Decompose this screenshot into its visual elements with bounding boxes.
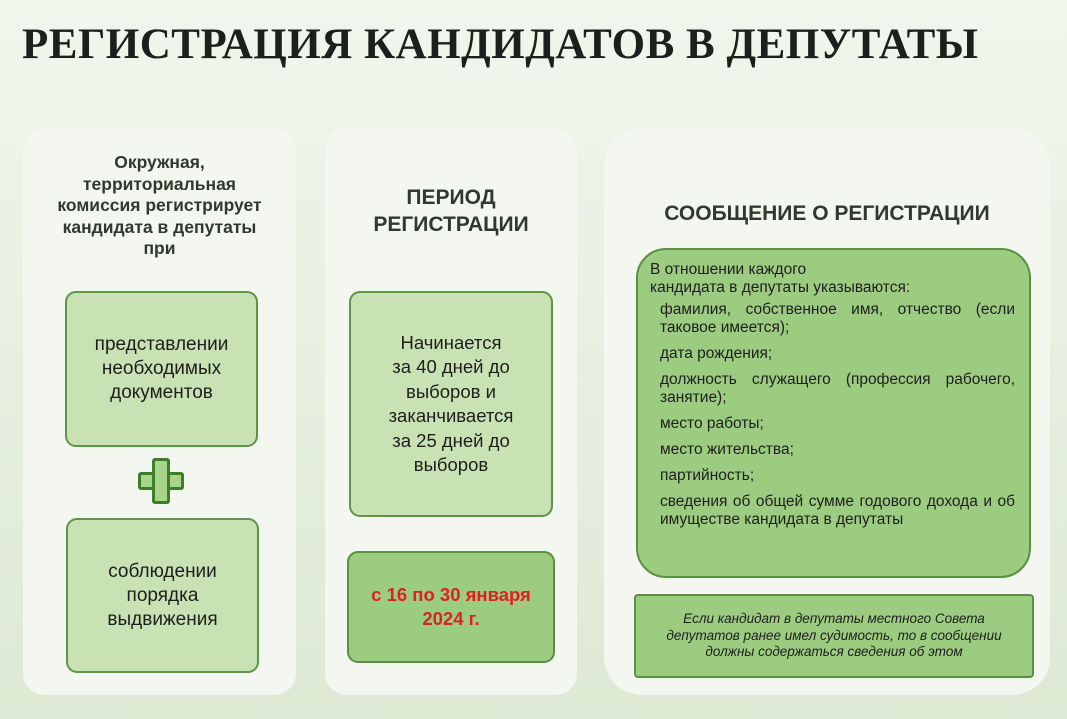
text-line: кандидата в депутаты указываются: xyxy=(650,279,911,296)
heading-line: ПЕРИОД xyxy=(406,186,496,209)
nomination-condition-box xyxy=(66,518,259,673)
list-item: должность служащего (профессия рабочего, занятие); xyxy=(660,371,1015,406)
list-item: место жительства; xyxy=(660,441,794,458)
message-content-box xyxy=(636,248,1031,578)
heading-line: территориальная xyxy=(82,173,237,194)
period-dates-text xyxy=(371,583,531,631)
text-line: заканчивается xyxy=(388,405,514,426)
list-item: сведения об общей сумме годового дохода и об имуществе кандидата в депутаты xyxy=(660,493,1015,528)
text-line: выборов и xyxy=(406,380,496,402)
documents-condition-box xyxy=(65,291,258,447)
text-line: выборов xyxy=(413,454,489,475)
registration-conditions-panel xyxy=(23,128,296,695)
text-line: выдвижения xyxy=(107,608,218,630)
heading-line: при xyxy=(143,238,176,258)
heading-line: РЕГИСТРАЦИИ xyxy=(373,213,529,236)
list-item: место работы; xyxy=(660,415,764,432)
heading-line: комиссия регистрирует xyxy=(57,195,262,215)
page-title: РЕГИСТРАЦИЯ КАНДИДАТОВ В ДЕПУТАТЫ xyxy=(22,21,979,68)
list-item: фамилия, собственное имя, отчество (если таковое имеется); xyxy=(660,301,1015,336)
period-description-text xyxy=(389,331,514,478)
heading-line: Окружная, xyxy=(114,152,205,172)
text-line: с 16 по 30 января xyxy=(371,584,531,605)
period-dates-box xyxy=(347,551,555,663)
criminal-record-note: Если кандидат в депутаты местного Совета депутатов ранее имел судимость, то в сообщении должны содержаться сведения об этом xyxy=(634,594,1034,678)
text-line: Начинается xyxy=(400,331,502,353)
text-line: за 25 дней до xyxy=(392,429,510,451)
message-items-list xyxy=(650,301,1015,529)
registration-period-panel xyxy=(325,128,577,695)
nomination-condition-text xyxy=(107,560,217,632)
text-line: представлении xyxy=(94,334,229,355)
text-line: необходимых xyxy=(101,358,222,379)
text-line: 2024 г. xyxy=(422,608,480,629)
message-heading: СООБЩЕНИЕ О РЕГИСТРАЦИИ xyxy=(664,202,990,225)
text-line: соблюдении xyxy=(108,560,217,582)
list-item: дата рождения; xyxy=(660,345,773,362)
period-heading xyxy=(325,184,577,238)
list-item: партийность; xyxy=(660,467,755,484)
text-line: за 40 дней до xyxy=(392,356,510,377)
text-line: документов xyxy=(110,382,213,403)
text-line: В отношении каждого xyxy=(650,261,807,278)
registration-message-panel xyxy=(604,128,1050,695)
period-description-box xyxy=(349,291,553,517)
text-line: порядка xyxy=(126,584,199,606)
documents-condition-text xyxy=(95,333,229,405)
plus-icon xyxy=(138,458,184,504)
heading-line: кандидата в депутаты xyxy=(62,216,257,237)
message-intro xyxy=(650,261,1015,297)
commission-heading xyxy=(23,152,296,260)
